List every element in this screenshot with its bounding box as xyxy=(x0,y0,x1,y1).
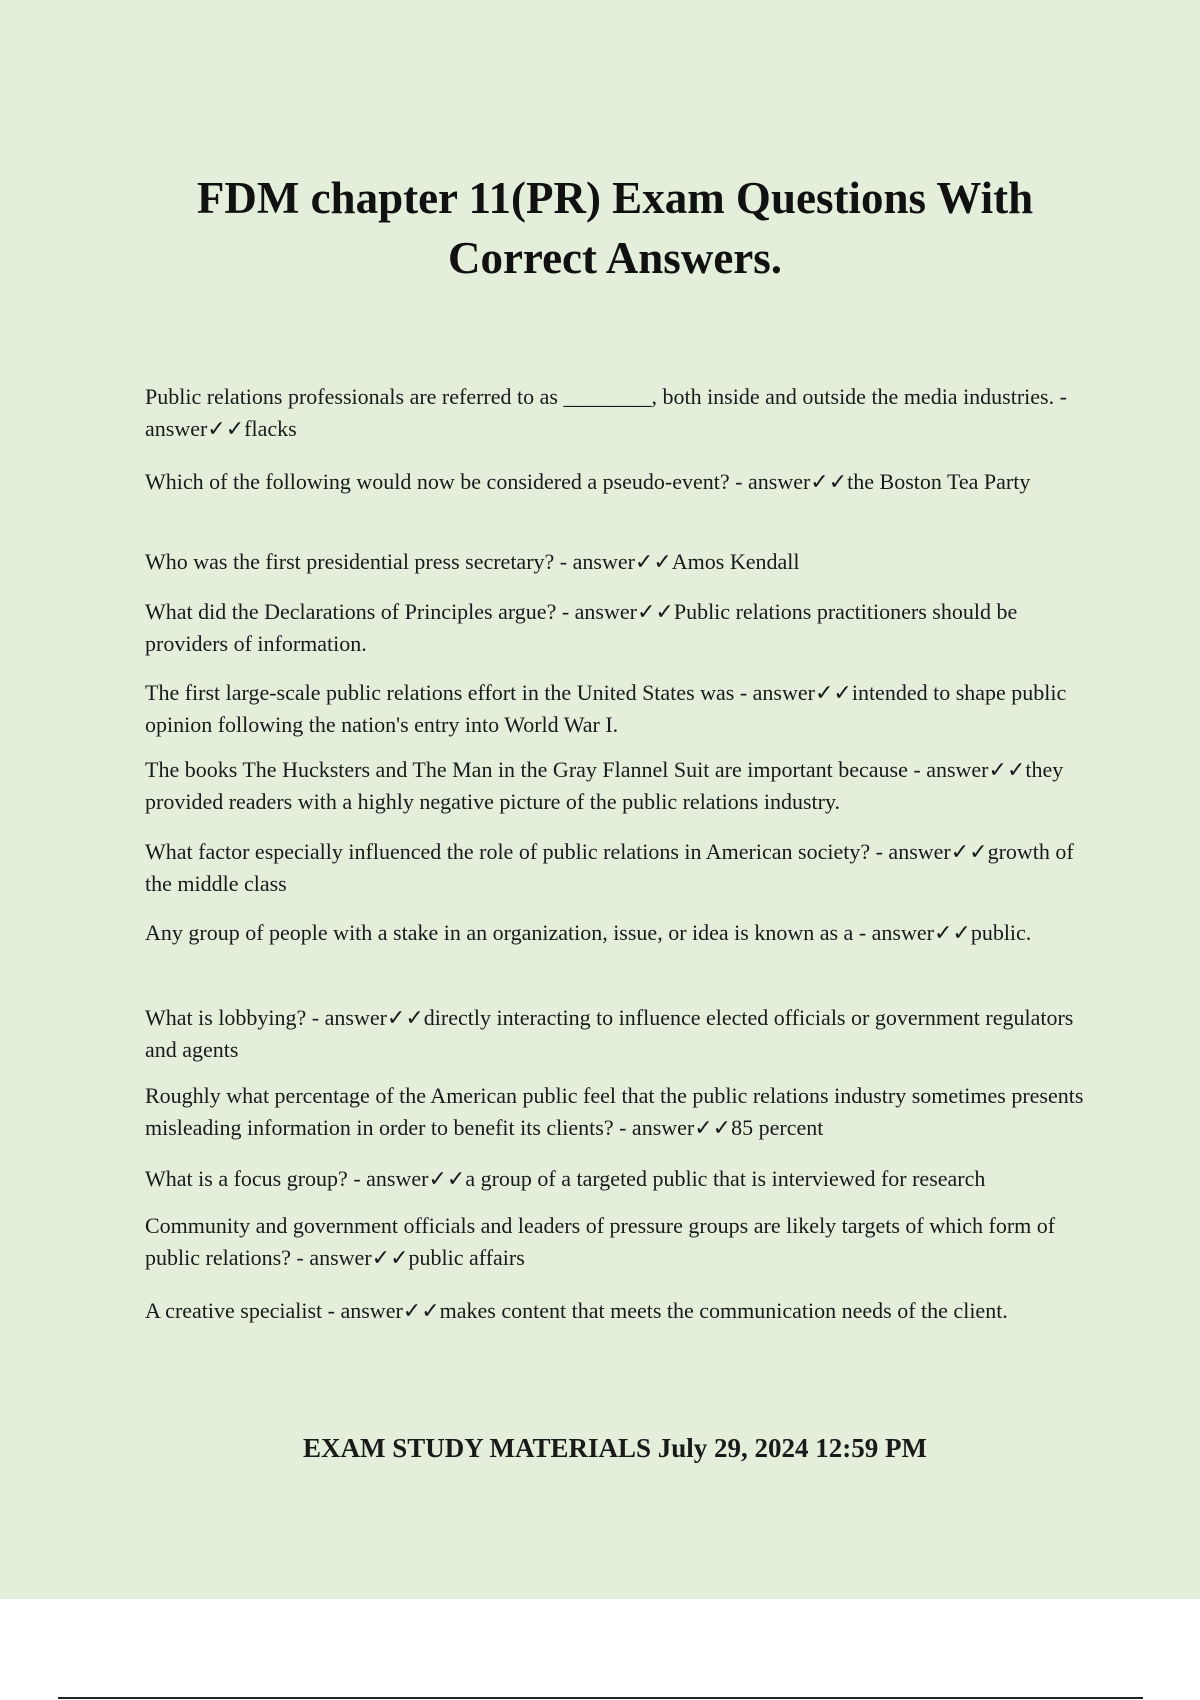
document-title: FDM chapter 11(PR) Exam Questions With Correct Answers. xyxy=(196,173,1034,283)
qa-item-13: A creative specialist - answer✓✓makes content that meets the communication needs of the client. xyxy=(145,1298,1008,1323)
qa-item-11: What is a focus group? - answer✓✓a group of a targeted public that is interviewed for research xyxy=(145,1166,986,1191)
qa-item-2: Which of the following would now be considered a pseudo-event? - answer✓✓the Boston Tea Party xyxy=(145,469,1031,494)
qa-item-9: What is lobbying? - answer✓✓directly interacting to influence elected officials or government regulators and agents xyxy=(145,1005,1074,1062)
qa-item-8: Any group of people with a stake in an organization, issue, or idea is known as a - answer✓✓public. xyxy=(145,920,1032,945)
qa-item-12: Community and government officials and leaders of pressure groups are likely targets of which form of public relations? - answer✓✓public affairs xyxy=(145,1213,1056,1270)
qa-item-6: The books The Hucksters and The Man in the Gray Flannel Suit are important because - answer✓✓they provided readers with a highly negative picture of the public relations industry. xyxy=(145,757,1064,814)
qa-item-1: Public relations professionals are referred to as ________, both inside and outside the media industries. - answer✓✓flacks xyxy=(145,384,1067,441)
qa-item-10: Roughly what percentage of the American public feel that the public relations industry sometimes presents misleading information in order to benefit its clients? - answer✓✓85 percent xyxy=(145,1083,1084,1140)
qa-item-3: Who was the first presidential press secretary? - answer✓✓Amos Kendall xyxy=(145,549,800,574)
page-divider xyxy=(58,1697,1143,1699)
qa-item-7: What factor especially influenced the role of public relations in American society? - answer✓✓growth of the middle class xyxy=(145,839,1074,896)
qa-item-5: The first large-scale public relations effort in the United States was - answer✓✓intended to shape public opinion following the nation's entry into World War I. xyxy=(145,680,1067,737)
document-footer: EXAM STUDY MATERIALS July 29, 2024 12:59 PM xyxy=(302,1433,928,1463)
qa-item-4: What did the Declarations of Principles argue? - answer✓✓Public relations practitioners should be providers of information. xyxy=(145,599,1018,656)
